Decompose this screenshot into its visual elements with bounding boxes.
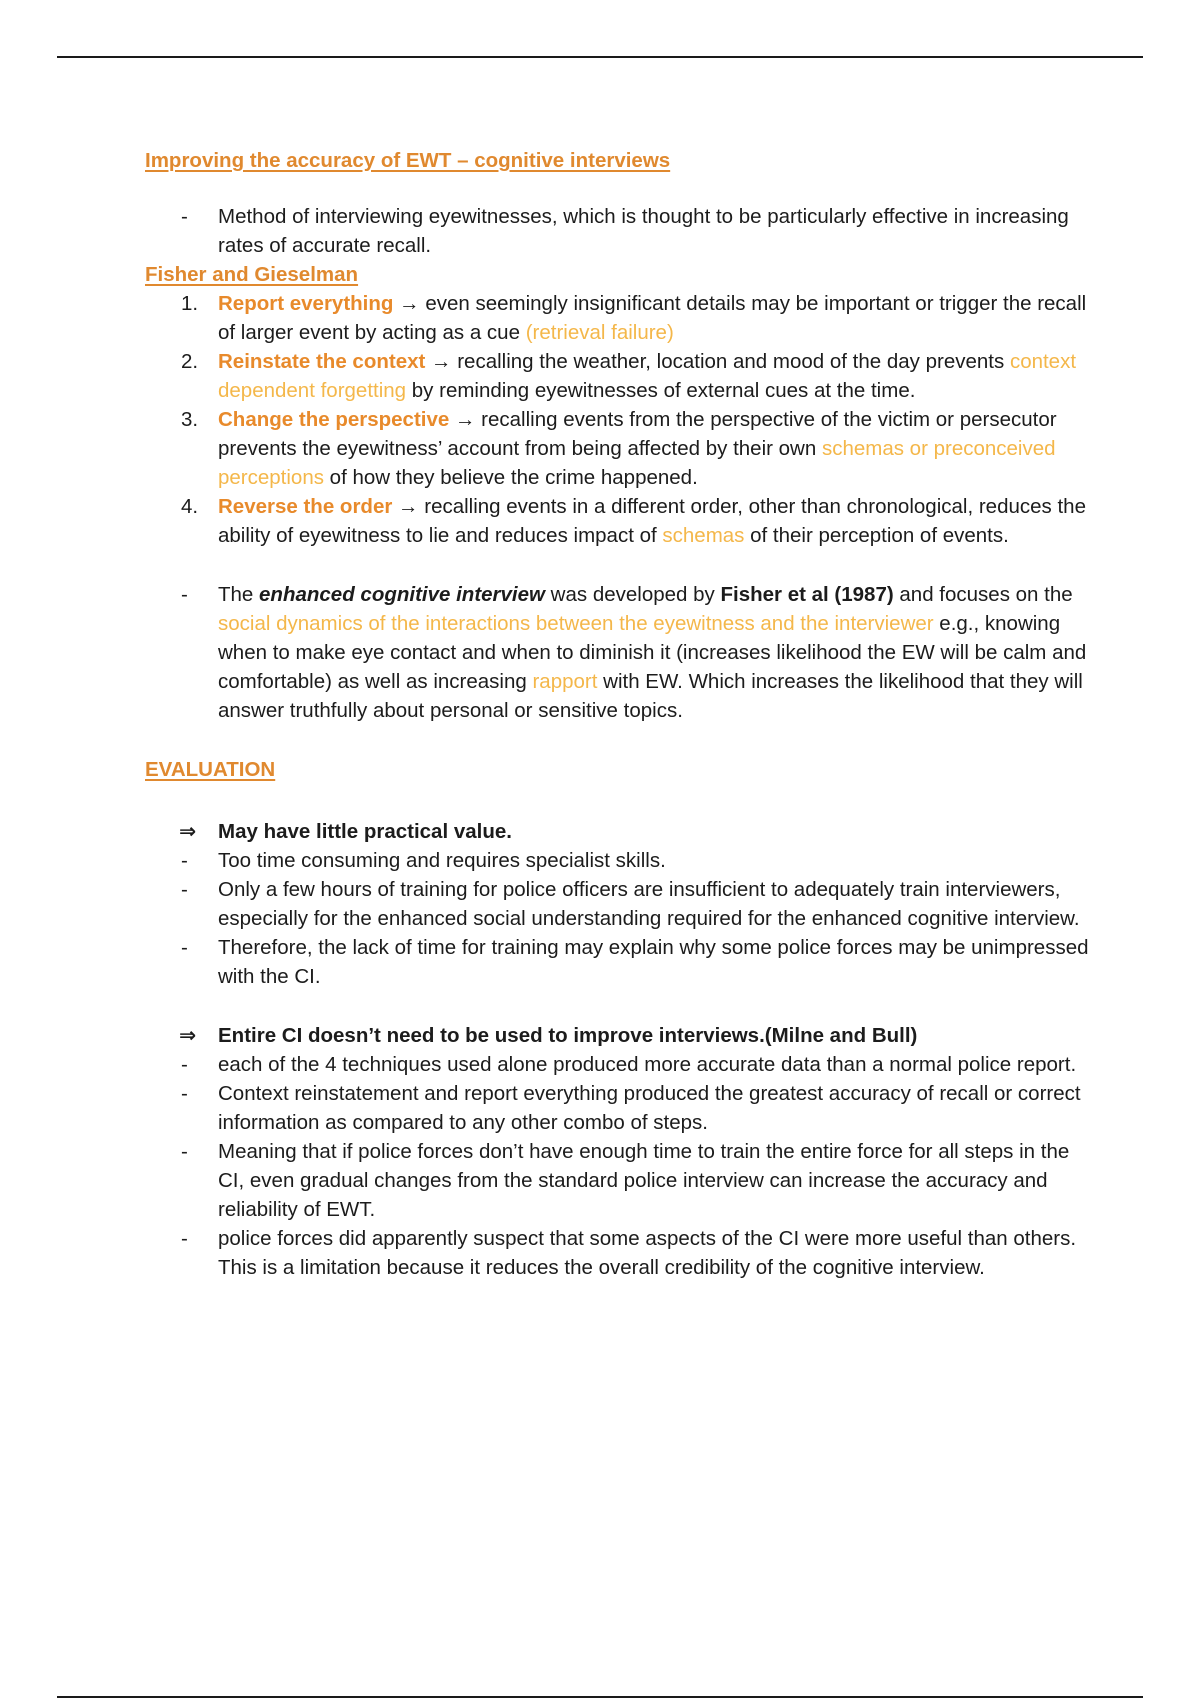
evaluation-point-title: Entire CI doesn’t need to be used to improve interviews.(Milne and Bull) (218, 1024, 918, 1047)
technique-term: Report everything (218, 292, 394, 315)
page-title: Improving the accuracy of EWT – cognitive interviews (145, 149, 671, 172)
bullet-dash: - (181, 205, 188, 228)
intro-text: Method of interviewing eyewitnesses, which is thought to be particularly effective in increasing rates of accurate recall. (218, 205, 1069, 257)
right-arrow-icon: → (398, 495, 419, 518)
technique-item: 1. Report everything → even seemingly insignificant details may be important or trigger the recall of larger event by acting as a cue (retrieval failure) (145, 289, 1095, 347)
right-arrow-icon: → (399, 292, 420, 315)
double-arrow-icon: ⇒ (179, 820, 197, 843)
list-number: 4. (181, 495, 199, 518)
techniques-list (145, 289, 1095, 550)
highlight-text: schemas or preconceived perceptions (218, 437, 1056, 489)
evaluation-point (145, 817, 1095, 991)
list-number: 1. (181, 292, 199, 315)
evaluation-bullet: - each of the 4 techniques used alone produced more accurate data than a normal police report. (181, 1053, 1077, 1076)
evaluation-heading: EVALUATION (145, 758, 276, 781)
evaluation-bullet: - Meaning that if police forces don’t have enough time to train the entire force for all steps in the CI, even gradual changes from the standard police interview can increase the accuracy and reliability of EWT. (181, 1140, 1070, 1221)
evaluation-bullet: - Context reinstatement and report everything produced the greatest accuracy of recall or correct information as compared to any other combo of steps. (181, 1082, 1081, 1134)
technique-item: 3. Change the perspective → recalling events from the perspective of the victim or persecutor prevents the eyewitness’ account from being affected by their own schemas or preconceived perceptions of how they believe the crime happened. (145, 405, 1095, 492)
right-arrow-icon: → (431, 350, 452, 373)
evaluation-point (145, 1021, 1095, 1282)
bullet-dash: - (181, 583, 188, 606)
evaluation-bullet: - Therefore, the lack of time for training may explain why some police forces may be unimpressed with the CI. (181, 936, 1089, 988)
double-arrow-icon: ⇒ (179, 1024, 197, 1047)
highlight-text: context dependent forgetting (218, 350, 1077, 402)
technique-term: Reverse the order (218, 495, 393, 518)
highlight-text: social dynamics of the interactions between the eyewitness and the interviewer (218, 612, 934, 635)
list-number: 3. (181, 408, 199, 431)
technique-term: Change the perspective (218, 408, 450, 431)
intro-item (145, 202, 1095, 260)
right-arrow-icon: → (454, 408, 476, 431)
evaluation-bullet: - Only a few hours of training for police officers are insufficient to adequately train interviewers, especially for the enhanced social understanding required for the enhanced cognitive interview. (181, 878, 1080, 930)
highlight-text: schemas (662, 524, 745, 547)
evaluation-bullet: - police forces did apparently suspect that some aspects of the CI were more useful than others. This is a limitation because it reduces the overall credibility of the cognitive interview. (181, 1227, 1077, 1279)
highlight-text: (retrieval failure) (525, 321, 674, 344)
technique-item: 4. Reverse the order → recalling events in a different order, other than chronological, reduces the ability of eyewitness to lie and reduces impact of schemas of their perception of events. (145, 492, 1095, 550)
highlight-text: rapport (532, 670, 598, 693)
enhanced-ci-term: enhanced cognitive interview (259, 583, 545, 606)
document-body (145, 146, 1095, 1282)
list-number: 2. (181, 350, 199, 373)
evaluation-bullet: - Too time consuming and requires specialist skills. (181, 849, 666, 872)
citation: Fisher et al (1987) (720, 583, 894, 606)
top-rule (57, 56, 1143, 58)
technique-term: Reinstate the context (218, 350, 426, 373)
enhanced-ci-item: - The enhanced cognitive interview was developed by Fisher et al (1987) and focuses on the social dynamics of the interactions between the eyewitness and the interviewer e.g., knowing when to make eye contact and when to diminish it (increases likelihood the EW will be calm and comfortable) as well as increasing rapport with EW. Which increases the likelihood that they will answer truthfully about personal or sensitive topics. (145, 580, 1095, 725)
fisher-heading: Fisher and Gieselman (145, 263, 359, 286)
bottom-rule (57, 1696, 1143, 1698)
evaluation-point-title: May have little practical value. (218, 820, 512, 843)
technique-item: 2. Reinstate the context → recalling the weather, location and mood of the day prevents context dependent forgetting by reminding eyewitnesses of external cues at the time. (145, 347, 1095, 405)
